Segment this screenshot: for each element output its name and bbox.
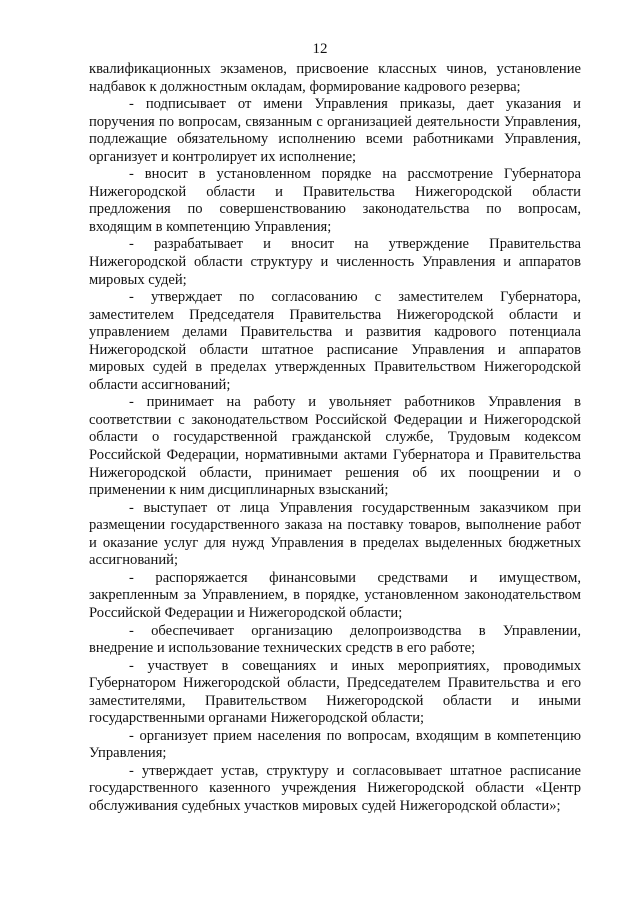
paragraph-continuation: квалификационных экзаменов, присвоение классных чинов, установление надбавок к должностным окладам, формирование кадрового резерва; xyxy=(89,61,581,95)
paragraph-approves-charter: - утверждает устав, структуру и согласовывает штатное расписание государственного казенного учреждения Нижегородской области «Центр обслуживания судебных участков мировых судей Нижегородской области»; xyxy=(89,762,581,814)
page-number: 12 xyxy=(312,41,328,57)
paragraph-manages-finances: - распоряжается финансовыми средствами и имуществом, закрепленным за Управлением, в порядке, установленном законодательством Российской Федерации и Нижегородской области; xyxy=(89,569,581,621)
paragraph-develops-structure: - разрабатывает и вносит на утверждение Правительства Нижегородской области структуру и численность Управления и аппаратов мировых судей; xyxy=(89,236,581,288)
paragraph-state-customer: - выступает от лица Управления государственным заказчиком при размещении государственного заказа на поставку товаров, выполнение работ и оказание услуг для нужд Управления в пределах выделенных бюджетных ассигнований; xyxy=(89,499,581,569)
paragraph-submits-proposals: - вносит в установленном порядке на рассмотрение Губернатора Нижегородской области и Правительства Нижегородской области предложения по совершенствованию законодательства по вопросам, входящим в компетенцию Управления; xyxy=(89,166,581,235)
document-body xyxy=(89,61,581,816)
paragraph-records-management: - обеспечивает организацию делопроизводства в Управлении, внедрение и использование технических средств в его работе; xyxy=(89,622,581,657)
paragraph-hires-staff: - принимает на работу и увольняет работников Управления в соответствии с законодательством Российской Федерации и Нижегородской области о государственной гражданской службе, Трудовым кодексом Российской Федерации, нормативными актами Губернатора и Правительства Нижегородской области, принимает решения об их поощрении и о применении к ним дисциплинарных взысканий; xyxy=(89,394,581,499)
paragraph-approves-staffing: - утверждает по согласованию с заместителем Губернатора, заместителем Председателя Правительства Нижегородской области и управлением делами Правительства и развития кадрового потенциала Нижегородской области штатное расписание Управления и аппаратов мировых судей в пределах утвержденных Правительством Нижегородской области ассигнований; xyxy=(89,289,581,393)
paragraph-participates-meetings: - участвует в совещаниях и иных мероприятиях, проводимых Губернатором Нижегородской области, Председателем Правительства и его заместителями, Правительством Нижегородской области и иными государственными органами Нижегородской области; xyxy=(89,657,581,727)
paragraph-receives-citizens: - организует прием населения по вопросам, входящим в компетенцию Управления; xyxy=(89,727,581,762)
paragraph-signs-orders: - подписывает от имени Управления приказы, дает указания и поручения по вопросам, связанным с организацией деятельности Управления, подлежащие обязательному исполнению всеми работниками Управления, организует и контролирует их исполнение; xyxy=(89,96,581,165)
